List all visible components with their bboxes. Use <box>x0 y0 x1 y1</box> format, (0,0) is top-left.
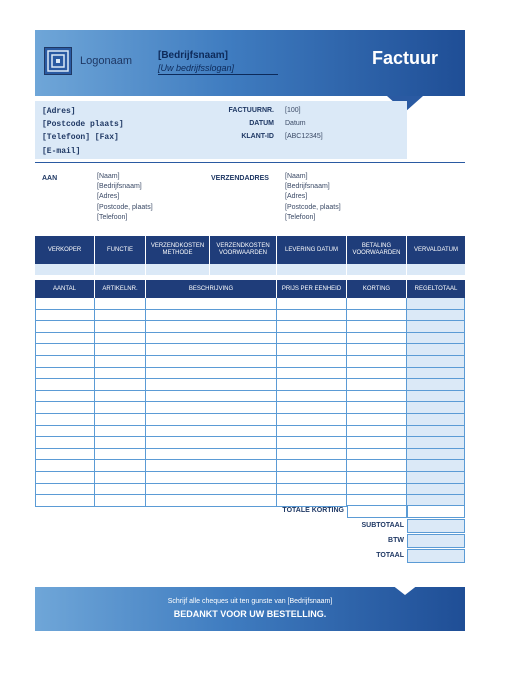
discount-cell[interactable] <box>347 472 407 483</box>
line-total-cell[interactable] <box>407 298 465 309</box>
table-row <box>35 356 465 368</box>
discount-cell[interactable] <box>347 460 407 471</box>
divider <box>35 162 465 163</box>
item-number-cell[interactable] <box>95 426 146 437</box>
unit-price-cell[interactable] <box>277 402 347 413</box>
bill-to-label: AAN <box>42 175 58 182</box>
line-total-cell[interactable] <box>407 449 465 460</box>
description-cell[interactable] <box>146 310 277 321</box>
table-row <box>35 472 465 484</box>
header-description: BESCHRIJVING <box>146 280 277 298</box>
company-slogan[interactable]: [Uw bedrijfsslogan] <box>158 63 278 75</box>
discount-cell[interactable] <box>347 356 407 367</box>
table-row <box>35 449 465 461</box>
discount-cell[interactable] <box>347 414 407 425</box>
unit-price-cell[interactable] <box>277 310 347 321</box>
quantity-cell[interactable] <box>35 449 95 460</box>
invoice-date-label: DATUM <box>249 120 274 127</box>
bill-to-name[interactable]: [Naam] <box>97 173 120 180</box>
header-seller: VERKOPER <box>35 236 95 264</box>
description-cell[interactable] <box>146 368 277 379</box>
company-address[interactable]: [Adres] <box>42 107 76 116</box>
line-total-cell[interactable] <box>407 426 465 437</box>
description-cell[interactable] <box>146 344 277 355</box>
description-cell[interactable] <box>146 321 277 332</box>
items-table-body <box>35 298 465 507</box>
ship-to-company[interactable]: [Bedrijfsnaam] <box>285 183 330 191</box>
table-row <box>35 298 465 310</box>
quantity-cell[interactable] <box>35 472 95 483</box>
table-row <box>35 402 465 414</box>
unit-price-cell[interactable] <box>277 426 347 437</box>
unit-price-cell[interactable] <box>277 379 347 390</box>
quantity-cell[interactable] <box>35 414 95 425</box>
total-discount-spacer <box>407 505 465 518</box>
table-row <box>35 426 465 438</box>
discount-cell[interactable] <box>347 437 407 448</box>
invoice-title: Factuur <box>372 48 439 68</box>
total-discount-label: TOTALE KORTING <box>282 507 344 514</box>
table-row <box>35 333 465 345</box>
quantity-cell[interactable] <box>35 391 95 402</box>
table-row <box>35 368 465 380</box>
quantity-cell[interactable] <box>35 460 95 471</box>
line-total-cell[interactable] <box>407 484 465 495</box>
header-unit-price: PRIJS PER EENHEID <box>277 280 347 298</box>
footer-cheque-note: Schrijf alle cheques uit ten gunste van [Bedrijfsnaam] <box>167 598 333 605</box>
table-row <box>35 344 465 356</box>
line-total-cell[interactable] <box>407 414 465 425</box>
invoice-number-label: FACTUURNR. <box>228 107 274 114</box>
header-item-number: ARTIKELNR. <box>95 280 146 298</box>
customer-id-label: KLANT-ID <box>241 133 274 140</box>
header-discount: KORTING <box>347 280 407 298</box>
quantity-cell[interactable] <box>35 437 95 448</box>
bill-to-company[interactable]: [Bedrijfsnaam] <box>97 183 142 191</box>
description-cell[interactable] <box>146 495 277 506</box>
line-total-cell[interactable] <box>407 356 465 367</box>
description-cell[interactable] <box>146 356 277 367</box>
invoice-number-value[interactable]: [100] <box>285 107 301 114</box>
total-field[interactable] <box>407 549 465 563</box>
quantity-cell[interactable] <box>35 379 95 390</box>
line-total-cell[interactable] <box>407 391 465 402</box>
line-total-cell[interactable] <box>407 368 465 379</box>
table-row <box>35 437 465 449</box>
quantity-cell[interactable] <box>35 321 95 332</box>
bill-to-phone[interactable]: [Telefoon] <box>97 213 128 221</box>
unit-price-cell[interactable] <box>277 298 347 309</box>
payment-terms-cell[interactable] <box>347 264 407 275</box>
header-delivery-date: LEVERING DATUM <box>277 236 347 264</box>
discount-cell[interactable] <box>347 333 407 344</box>
company-name[interactable]: [Bedrijfsnaam] <box>158 50 229 61</box>
item-number-cell[interactable] <box>95 310 146 321</box>
discount-cell[interactable] <box>347 391 407 402</box>
discount-cell[interactable] <box>347 298 407 309</box>
shipping-method-cell[interactable] <box>146 264 210 275</box>
unit-price-cell[interactable] <box>277 484 347 495</box>
header-quantity: AANTAL <box>35 280 95 298</box>
description-cell[interactable] <box>146 449 277 460</box>
quantity-cell[interactable] <box>35 356 95 367</box>
line-total-cell[interactable] <box>407 472 465 483</box>
invoice-date-value[interactable]: Datum <box>285 120 306 127</box>
quantity-cell[interactable] <box>35 495 95 506</box>
ship-to-address[interactable]: [Adres] <box>285 193 308 201</box>
ship-to-postcode[interactable]: [Postcode, plaats] <box>285 203 341 211</box>
footer-thank-you: BEDANKT VOOR UW BESTELLING. <box>173 609 327 619</box>
function-cell[interactable] <box>95 264 146 275</box>
subtotal-field[interactable] <box>407 519 465 533</box>
items-table-header <box>35 280 465 298</box>
discount-cell[interactable] <box>347 379 407 390</box>
logo-name: Logonaam <box>80 55 132 67</box>
description-cell[interactable] <box>146 472 277 483</box>
ship-to-name[interactable]: [Naam] <box>285 173 308 180</box>
description-cell[interactable] <box>146 333 277 344</box>
discount-cell[interactable] <box>347 402 407 413</box>
line-total-cell[interactable] <box>407 379 465 390</box>
description-cell[interactable] <box>146 402 277 413</box>
line-total-cell[interactable] <box>407 402 465 413</box>
item-number-cell[interactable] <box>95 460 146 471</box>
header-payment-terms: BETALING VOORWAARDEN <box>347 236 407 264</box>
item-number-cell[interactable] <box>95 321 146 332</box>
table-row <box>35 414 465 426</box>
bill-to-block <box>97 172 153 223</box>
item-number-cell[interactable] <box>95 333 146 344</box>
delivery-date-cell[interactable] <box>277 264 347 275</box>
description-cell[interactable] <box>146 379 277 390</box>
logo-icon <box>44 47 72 75</box>
unit-price-cell[interactable] <box>277 460 347 471</box>
table-row <box>35 310 465 322</box>
description-cell[interactable] <box>146 298 277 309</box>
item-number-cell[interactable] <box>95 379 146 390</box>
description-cell[interactable] <box>146 426 277 437</box>
item-number-cell[interactable] <box>95 344 146 355</box>
description-cell[interactable] <box>146 391 277 402</box>
quantity-cell[interactable] <box>35 298 95 309</box>
quantity-cell[interactable] <box>35 484 95 495</box>
ship-to-label: VERZENDADRES <box>211 175 269 182</box>
line-total-cell[interactable] <box>407 321 465 332</box>
item-number-cell[interactable] <box>95 391 146 402</box>
unit-price-cell[interactable] <box>277 437 347 448</box>
discount-cell[interactable] <box>347 344 407 355</box>
unit-price-cell[interactable] <box>277 495 347 506</box>
company-postcode-city[interactable]: [Postcode plaats] <box>42 120 124 129</box>
item-number-cell[interactable] <box>95 449 146 460</box>
discount-cell[interactable] <box>347 321 407 332</box>
quantity-cell[interactable] <box>35 344 95 355</box>
line-total-cell[interactable] <box>407 333 465 344</box>
customer-id-value[interactable]: [ABC12345] <box>285 133 323 140</box>
description-cell[interactable] <box>146 484 277 495</box>
footer-notch <box>387 581 423 595</box>
line-total-cell[interactable] <box>407 344 465 355</box>
item-number-cell[interactable] <box>95 484 146 495</box>
item-number-cell[interactable] <box>95 472 146 483</box>
unit-price-cell[interactable] <box>277 344 347 355</box>
quantity-cell[interactable] <box>35 368 95 379</box>
unit-price-cell[interactable] <box>277 414 347 425</box>
item-number-cell[interactable] <box>95 368 146 379</box>
ship-to-phone[interactable]: [Telefoon] <box>285 213 316 221</box>
shipping-table <box>35 236 465 275</box>
table-row <box>35 391 465 403</box>
item-number-cell[interactable] <box>95 298 146 309</box>
table-row <box>35 484 465 496</box>
company-phone-fax[interactable]: [Telefoon] [Fax] <box>42 133 119 142</box>
description-cell[interactable] <box>146 414 277 425</box>
company-email[interactable]: [E-mail] <box>42 147 81 156</box>
bill-to-postcode[interactable]: [Postcode, plaats] <box>97 203 153 211</box>
discount-cell[interactable] <box>347 426 407 437</box>
unit-price-cell[interactable] <box>277 391 347 402</box>
description-cell[interactable] <box>146 437 277 448</box>
bill-to-address[interactable]: [Adres] <box>97 193 120 201</box>
shipping-row <box>35 264 465 275</box>
item-number-cell[interactable] <box>95 402 146 413</box>
item-number-cell[interactable] <box>95 437 146 448</box>
quantity-cell[interactable] <box>35 402 95 413</box>
header-function: FUNCTIE <box>95 236 146 264</box>
header-shipping-terms: VERZENDKOSTEN VOORWAARDEN <box>210 236 277 264</box>
ship-to-block <box>285 172 341 223</box>
total-discount-field[interactable] <box>347 505 407 518</box>
unit-price-cell[interactable] <box>277 333 347 344</box>
header-due-date: VERVALDATUM <box>407 236 465 264</box>
table-row <box>35 460 465 472</box>
discount-cell[interactable] <box>347 368 407 379</box>
unit-price-cell[interactable] <box>277 449 347 460</box>
unit-price-cell[interactable] <box>277 368 347 379</box>
line-total-cell[interactable] <box>407 460 465 471</box>
description-cell[interactable] <box>146 460 277 471</box>
total-label: TOTAAL <box>376 552 404 559</box>
due-date-cell[interactable] <box>407 264 465 275</box>
table-row <box>35 379 465 391</box>
table-row <box>35 321 465 333</box>
shipping-terms-cell[interactable] <box>210 264 277 275</box>
quantity-cell[interactable] <box>35 310 95 321</box>
quantity-cell[interactable] <box>35 426 95 437</box>
discount-cell[interactable] <box>347 449 407 460</box>
subtotal-label: SUBTOTAAL <box>361 522 404 529</box>
seller-cell[interactable] <box>35 264 95 275</box>
unit-price-cell[interactable] <box>277 472 347 483</box>
header-line-total: REGELTOTAAL <box>407 280 465 298</box>
unit-price-cell[interactable] <box>277 356 347 367</box>
item-number-cell[interactable] <box>95 414 146 425</box>
tax-field[interactable] <box>407 534 465 548</box>
quantity-cell[interactable] <box>35 333 95 344</box>
header-shipping-method: VERZENDKOSTEN METHODE <box>146 236 210 264</box>
line-total-cell[interactable] <box>407 437 465 448</box>
item-number-cell[interactable] <box>95 495 146 506</box>
discount-cell[interactable] <box>347 310 407 321</box>
tax-label: BTW <box>388 537 404 544</box>
line-total-cell[interactable] <box>407 310 465 321</box>
unit-price-cell[interactable] <box>277 321 347 332</box>
item-number-cell[interactable] <box>95 356 146 367</box>
discount-cell[interactable] <box>347 484 407 495</box>
